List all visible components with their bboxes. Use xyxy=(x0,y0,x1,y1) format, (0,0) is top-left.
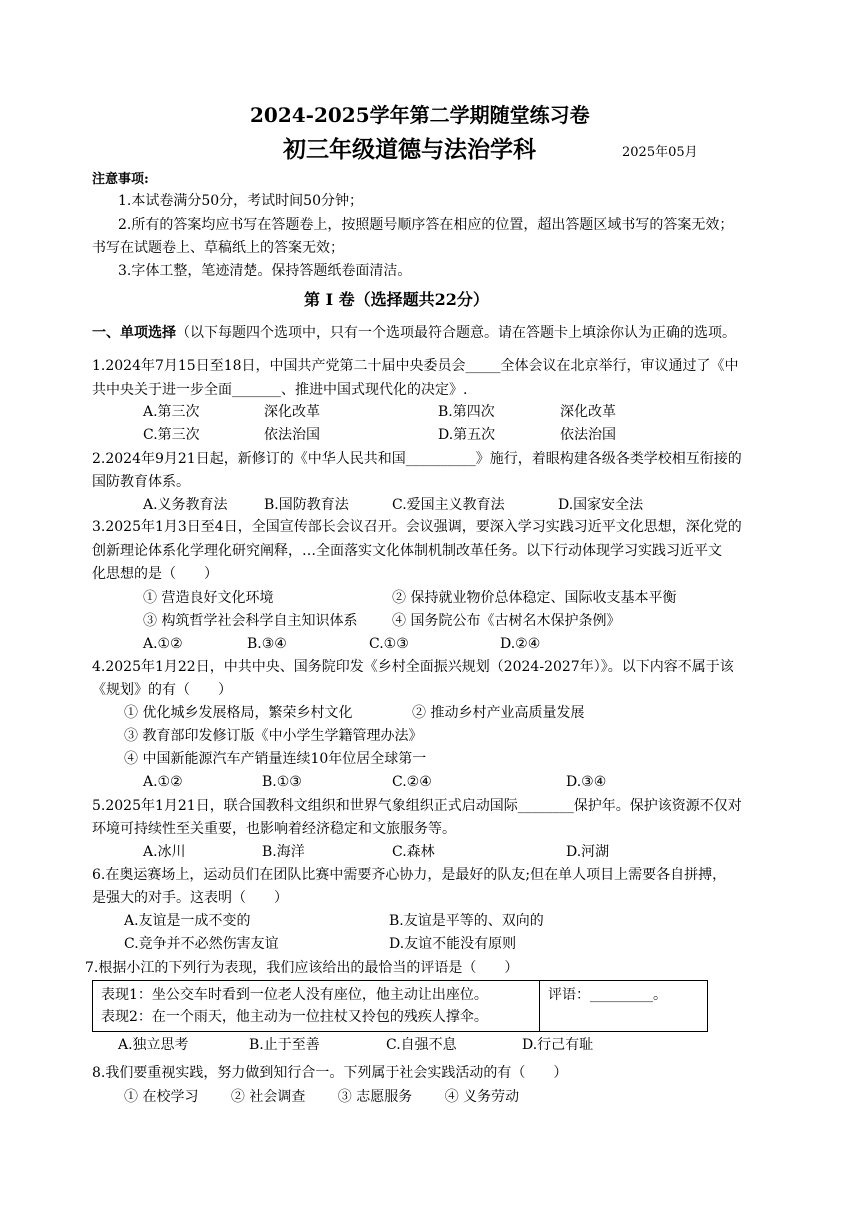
notes-heading: 注意事项: xyxy=(92,172,149,187)
q3-option-c: C.①③ xyxy=(369,636,409,652)
q2-stem-line-1: 2.2024年9月21日起，新修订的《中华人民共和国__________》施行，着眼构建各级各类学校相互衔接的 xyxy=(92,451,742,467)
exam-title: 2024-2025学年第二学期随堂练习卷 xyxy=(250,103,590,127)
q2-option-c: C.爱国主义教育法 xyxy=(392,497,505,513)
q4-statement-4: ④ 中国新能源汽车产销量连续10年位居全球第一 xyxy=(124,751,427,767)
q7-option-b: B.止于至善 xyxy=(249,1037,320,1053)
q5-option-a: A.冰川 xyxy=(143,844,186,860)
q1-option-c: C.第三次 xyxy=(143,427,200,443)
note-3: 3.字体工整，笔迹清楚。保持答题纸卷面清洁。 xyxy=(118,263,412,279)
behavior-2: 表现2：在一个雨天，他主动为一位拄杖又拎包的残疾人撑伞。 xyxy=(101,1009,488,1025)
note-2: 2.所有的答案均应书写在答题卷上，按照题号顺序答在相应的位置，超出答题区域书写的答案无效； xyxy=(118,217,734,233)
q4-option-b: B.①③ xyxy=(262,774,302,790)
q6-option-d: D.友谊不能没有原则 xyxy=(389,936,517,952)
exam-date: 2025年05月 xyxy=(622,145,698,160)
q4-stem-line-2: 《规划》的有（ ） xyxy=(92,682,232,698)
q6-stem-line-1: 6.在奥运赛场上，运动员们在团队比赛中需要齐心协力，是最好的队友;但在单人项目上需要各自拼搏， xyxy=(92,867,727,883)
q3-stem-line-3: 化思想的是（ ） xyxy=(92,566,218,582)
behavior-1: 表现1：坐公交车时看到一位老人没有座位，他主动让出座位。 xyxy=(101,987,488,1003)
q4-statement-2: ② 推动乡村产业高质量发展 xyxy=(412,705,585,721)
q3-statement-4: ④ 国务院公布《古树名木保护条例》 xyxy=(392,613,621,629)
q4-option-c: C.②④ xyxy=(392,774,432,790)
q3-statement-1: ① 营造良好文化环境 xyxy=(143,590,274,606)
behavior-cell xyxy=(93,981,540,1032)
q6-stem-line-2: 是强大的对手。这表明（ ） xyxy=(92,890,288,906)
q1-option-a: A.第三次 xyxy=(143,404,200,420)
comment-cell xyxy=(540,981,708,1032)
q1-option-c-text: 依法治国 xyxy=(264,427,320,443)
q5-option-b: B.海洋 xyxy=(262,844,305,860)
q3-option-d: D.②④ xyxy=(500,636,541,652)
q8-stem: 8.我们要重视实践，努力做到知行合一。下列属于社会实践活动的有（ ） xyxy=(92,1065,568,1081)
q8-statements: ① 在校学习 ② 社会调查 ③ 志愿服务 ④ 义务劳动 xyxy=(124,1089,520,1105)
q6-option-c: C.竞争并不必然伤害友谊 xyxy=(124,936,279,952)
exam-subtitle: 初三年级道德与法治学科 xyxy=(283,136,536,163)
q7-stem: 7.根据小江的下列行为表现，我们应该给出的最恰当的评语是（ ） xyxy=(85,960,519,976)
note-2-continued: 书写在试题卷上、草稿纸上的答案无效； xyxy=(92,240,344,256)
part-title: 第 Ⅰ 卷（选择题共22分） xyxy=(304,290,489,309)
q4-option-d: D.③④ xyxy=(566,774,607,790)
q7-option-a: A.独立思考 xyxy=(118,1037,189,1053)
q3-option-a: A.①② xyxy=(143,636,183,652)
comment-blank: 评语：_________。 xyxy=(548,987,667,1003)
q1-option-b: B.第四次 xyxy=(438,404,495,420)
q1-option-d: D.第五次 xyxy=(438,427,496,443)
q2-stem-line-2: 国防教育体系。 xyxy=(92,474,190,490)
q3-statement-3: ③ 构筑哲学社会科学自主知识体系 xyxy=(143,613,358,629)
q5-option-d: D.河湖 xyxy=(566,844,610,860)
q5-stem-line-2: 环境可持续性至关重要，也影响着经济稳定和文旅服务等。 xyxy=(92,821,456,837)
q4-statement-3: ③ 教育部印发修订版《中小学生学籍管理办法》 xyxy=(124,728,423,744)
q3-stem-line-2: 创新理论体系化学理化研究阐释，…全面落实文化体制机制改革任务。以下行动体现学习实践习近平文 xyxy=(92,543,722,559)
q1-option-d-text: 依法治国 xyxy=(560,427,616,443)
q4-option-a: A.①② xyxy=(143,774,183,790)
q7-option-c: C.自强不息 xyxy=(386,1037,457,1053)
section-instruction xyxy=(92,326,736,340)
q4-statement-1: ① 优化城乡发展格局，繁荣乡村文化 xyxy=(124,705,353,721)
q6-option-b: B.友谊是平等的、双向的 xyxy=(389,913,544,929)
section-description: （以下每题四个选项中，只有一个选项最符合题意。请在答题卡上填涂你认为正确的选项。 xyxy=(176,325,736,341)
q3-statement-2: ② 保持就业物价总体稳定、国际收支基本平衡 xyxy=(392,590,677,606)
q2-option-a: A.义务教育法 xyxy=(143,497,228,513)
q2-option-b: B.国防教育法 xyxy=(264,497,349,513)
section-heading: 一、单项选择 xyxy=(92,325,176,341)
q7-behavior-table xyxy=(92,980,708,1032)
table-row xyxy=(93,981,708,1032)
q5-option-c: C.森林 xyxy=(392,844,435,860)
q7-option-d: D.行己有耻 xyxy=(522,1037,594,1053)
q2-option-d: D.国家安全法 xyxy=(558,497,644,513)
q4-stem-line-1: 4.2025年1月22日，中共中央、国务院印发《乡村全面振兴规划（2024-2027年）》。以下内容不属于该 xyxy=(92,659,734,675)
q3-stem-line-1: 3.2025年1月3日至4日，全国宣传部长会议召开。会议强调，要深入学习实践习近平文化思想，深化党的 xyxy=(92,519,742,535)
q1-option-b-text: 深化改革 xyxy=(560,404,616,420)
q3-option-b: B.③④ xyxy=(247,636,287,652)
q1-stem-line-2: 共中央关于进一步全面_______、推进中国式现代化的决定》. xyxy=(92,382,468,398)
q1-stem-line-1: 1.2024年7月15日至18日，中国共产党第二十届中央委员会_____全体会议在北京举行，审议通过了《中 xyxy=(92,358,739,374)
note-1: 1.本试卷满分50分，考试时间50分钟； xyxy=(118,193,363,209)
q5-stem-line-1: 5.2025年1月21日，联合国教科文组织和世界气象组织正式启动国际________保护年。保护该资源不仅对 xyxy=(92,798,742,814)
q1-option-a-text: 深化改革 xyxy=(264,404,320,420)
q6-option-a: A.友谊是一成不变的 xyxy=(124,913,251,929)
